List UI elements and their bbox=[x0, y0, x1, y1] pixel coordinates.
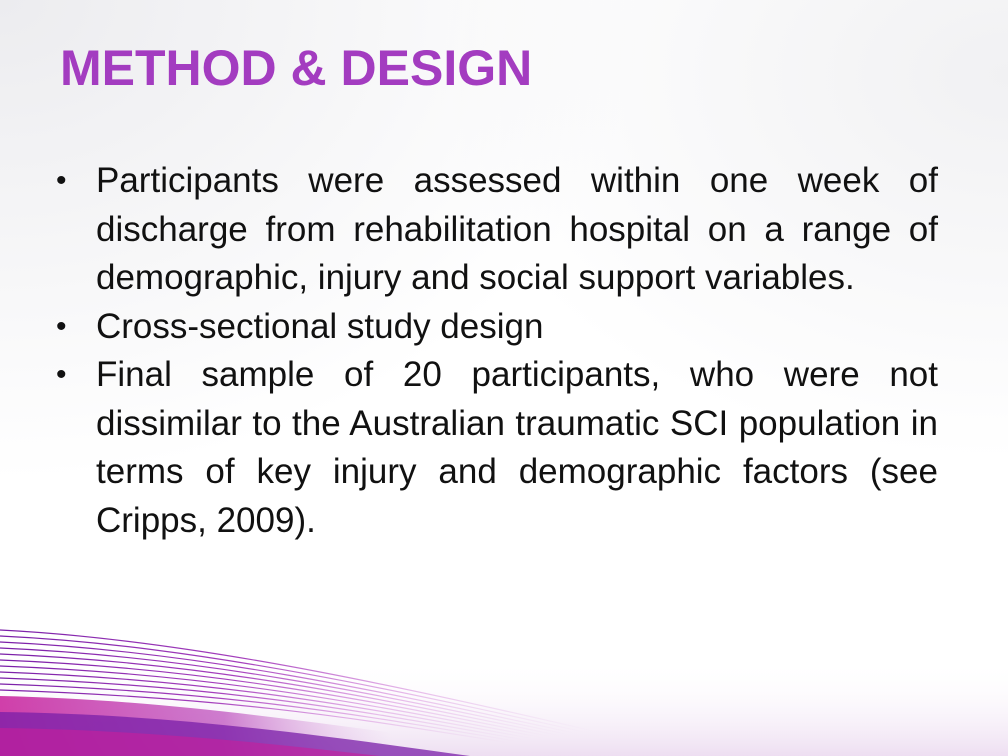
decorative-swoosh bbox=[0, 600, 1008, 756]
bullet-item bbox=[56, 303, 938, 352]
bullet-list bbox=[56, 157, 938, 545]
bullet-text: Participants were assessed within one week of discharge from rehabilitation hospital on a range of demographic, injury and social support variables. bbox=[96, 161, 938, 297]
bullet-dot-icon: • bbox=[56, 358, 67, 391]
bullet-dot-icon: • bbox=[56, 164, 67, 197]
bullet-dot-icon: • bbox=[56, 309, 67, 343]
slide-title: METHOD & DESIGN bbox=[60, 40, 533, 96]
bullet-text: Final sample of 20 participants, who were not dissimilar to the Australian traumatic SCI population in terms of key injury and demographic factors (see Cripps, 2009). bbox=[96, 355, 938, 540]
bullet-item bbox=[56, 157, 938, 303]
bullet-item bbox=[56, 351, 938, 545]
bullet-text: Cross-sectional study design bbox=[96, 306, 544, 346]
